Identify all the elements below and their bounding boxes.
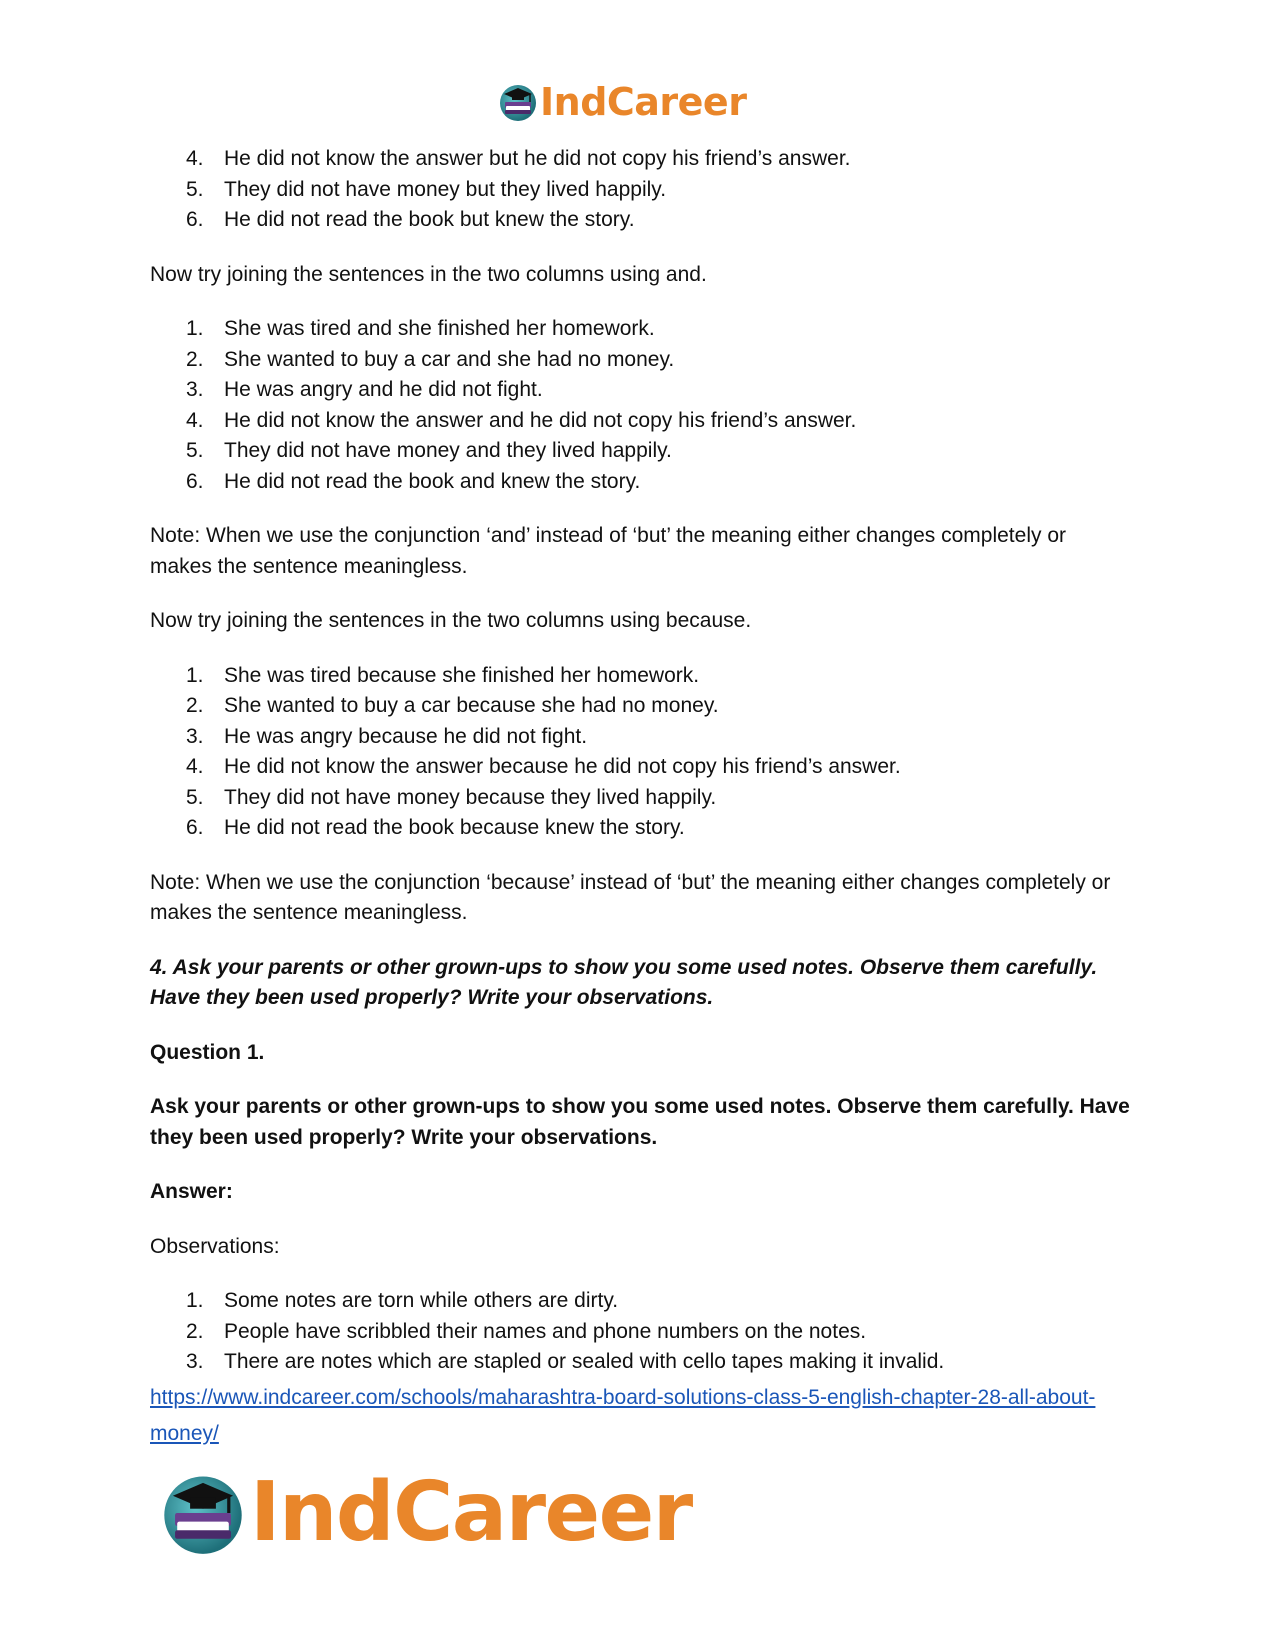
- note-and: Note: When we use the conjunction ‘and’ instead of ‘but’ the meaning either changes completely or makes the sentence meaningless.: [150, 524, 1066, 578]
- observations-list: [150, 1286, 1130, 1378]
- list-item: 3. There are notes which are stapled or sealed with cello tapes making it invalid.: [186, 1350, 945, 1373]
- document-body: [150, 144, 1130, 1452]
- list-item: 5. They did not have money but they lived happily.: [186, 177, 667, 201]
- list-item: 5. They did not have money because they lived happily.: [186, 785, 717, 809]
- question-text: Ask your parents or other grown-ups to show you some used notes. Observe them carefully. Have they been used properly? Write your observations.: [150, 1095, 1130, 1149]
- section-heading: 4. Ask your parents or other grown-ups to show you some used notes. Observe them carefully. Have they been used properly? Write your observations.: [150, 955, 1098, 1009]
- list-item: 4. He did not know the answer and he did not copy his friend’s answer.: [186, 408, 857, 432]
- instruction-because: Now try joining the sentences in the two columns using because.: [150, 609, 752, 632]
- because-sentences-list: [150, 661, 1130, 844]
- list-item: 1. She was tired and she finished her homework.: [186, 317, 655, 340]
- list-item: 3. He was angry because he did not fight.: [186, 724, 588, 748]
- list-item: 4. He did not know the answer but he did not copy his friend’s answer.: [186, 147, 851, 170]
- list-item: 6. He did not read the book but knew the story.: [186, 208, 635, 231]
- list-item: 3. He was angry and he did not fight.: [186, 378, 543, 401]
- list-item: 2. She wanted to buy a car and she had no money.: [186, 347, 675, 371]
- list-item: 6. He did not read the book and knew the story.: [186, 469, 641, 493]
- logo-wordmark: IndCareer: [540, 80, 747, 124]
- answer-label: Answer:: [150, 1180, 233, 1203]
- logo-icon: [160, 1470, 246, 1556]
- list-item: 1. Some notes are torn while others are dirty.: [186, 1289, 619, 1312]
- list-item: 1. She was tired because she finished her homework.: [186, 663, 700, 687]
- and-sentences-list: [150, 314, 1130, 497]
- logo-wordmark: IndCareer: [250, 1465, 692, 1560]
- list-item: 5. They did not have money and they lived happily.: [186, 439, 672, 462]
- instruction-and: Now try joining the sentences in the two columns using and.: [150, 262, 707, 286]
- question-label: Question 1.: [150, 1040, 265, 1064]
- observations-label: Observations:: [150, 1234, 280, 1258]
- header-logo: [498, 78, 746, 126]
- list-item: 6. He did not read the book because knew the story.: [186, 816, 685, 839]
- logo-icon: [498, 82, 538, 122]
- source-link[interactable]: https://www.indcareer.com/schools/maharashtra-board-solutions-class-5-english-chapter-28-all-about-money/: [150, 1385, 1096, 1445]
- note-because: Note: When we use the conjunction ‘because’ instead of ‘but’ the meaning either changes completely or makes the sentence meaningless.: [150, 870, 1111, 924]
- but-sentences-list: [150, 144, 1130, 236]
- footer-logo: [160, 1463, 692, 1563]
- list-item: 2. People have scribbled their names and phone numbers on the notes.: [186, 1319, 867, 1343]
- list-item: 4. He did not know the answer because he did not copy his friend’s answer.: [186, 755, 901, 778]
- list-item: 2. She wanted to buy a car because she had no money.: [186, 694, 719, 717]
